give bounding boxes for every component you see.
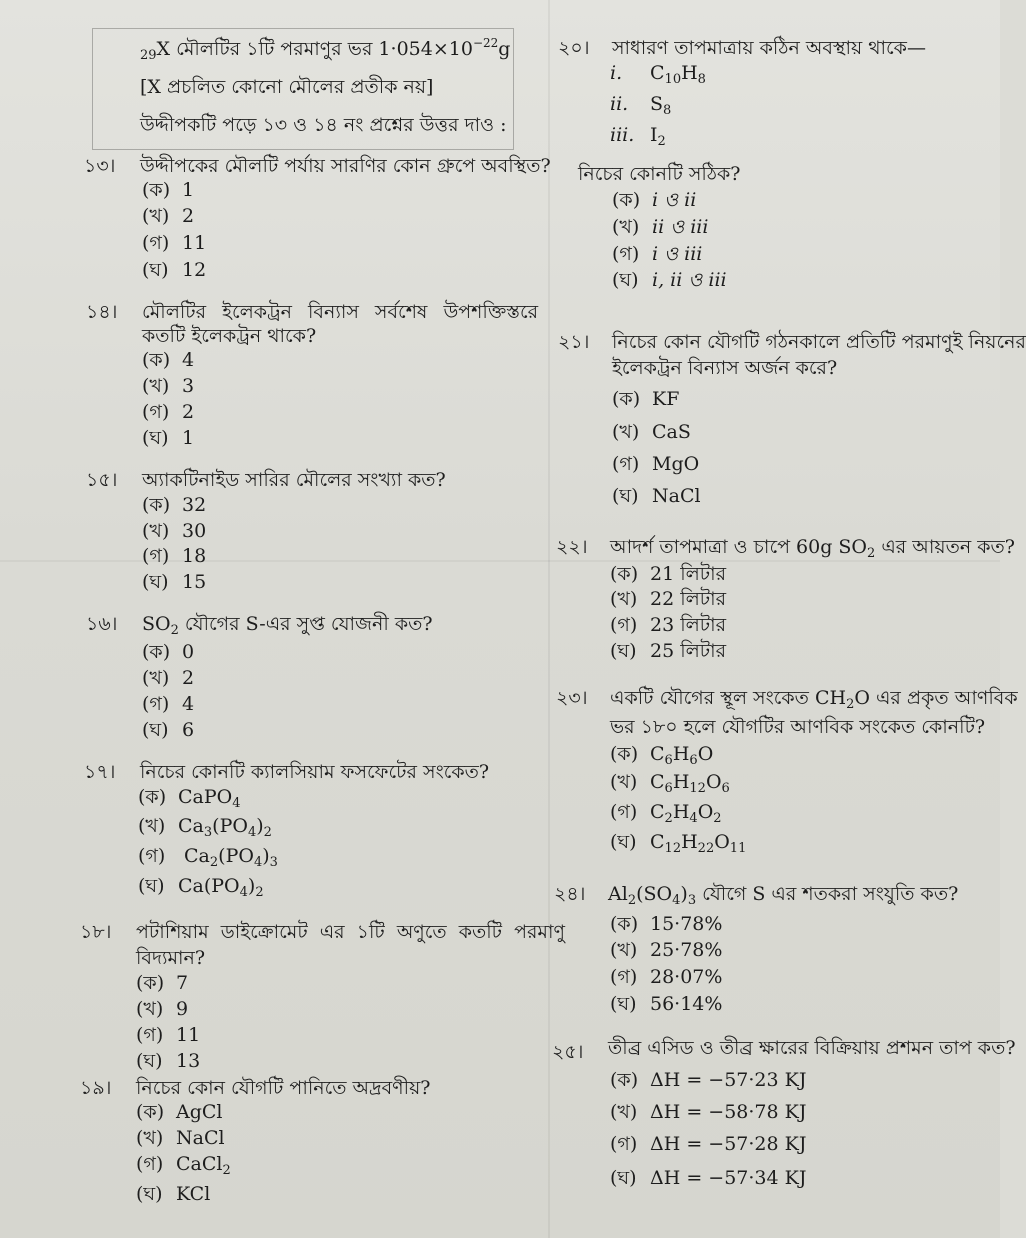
option-value: ΔH = −57·23 KJ xyxy=(650,1069,807,1091)
option-label: (খ) xyxy=(612,216,640,238)
subscript: 2 xyxy=(867,546,876,561)
question-text: মৌলটির ইলেকট্রন বিন্যাস সর্বশেষ উপশক্তিস্তরে xyxy=(142,301,539,323)
option[interactable] xyxy=(612,385,679,417)
question-text-start: একটি যৌগের স্থূল সংকেত CH xyxy=(610,687,847,709)
question-prompt: নিচের কোনটি সঠিক? xyxy=(578,163,741,185)
option-value: KCl xyxy=(176,1183,211,1205)
question-text-rest: যৌগের S-এর সুপ্ত যোজনী কত? xyxy=(178,613,433,635)
option-value: $C_2H_4O_2$ xyxy=(650,801,722,826)
option-label: (খ) xyxy=(142,667,170,689)
option-label: (গ) xyxy=(142,545,170,567)
question-number: ২২। xyxy=(556,536,588,558)
question-text: উদ্দীপকের মৌলটি পর্যায় সারণির কোন গ্রুপে অবস্থিত? xyxy=(140,155,551,177)
question-text: তীব্র এসিড ও তীব্র ক্ষারের বিক্রিয়ায় প্রশমন তাপ কত? xyxy=(608,1037,1016,1059)
subscript: 2 xyxy=(222,1163,231,1178)
option[interactable] xyxy=(138,842,278,874)
option-value: 2 xyxy=(182,667,195,689)
option-label: (ঘ) xyxy=(142,719,169,741)
option-label: (খ) xyxy=(610,939,638,961)
question-number: ১৭। xyxy=(84,761,116,783)
option-value: 0 xyxy=(182,641,195,663)
option-label: (গ) xyxy=(142,401,170,423)
option-label: (খ) xyxy=(142,375,170,397)
option-value: $C_6H_6O$ xyxy=(650,743,714,768)
option[interactable] xyxy=(142,424,194,456)
question-text-cont: বিদ্যমান? xyxy=(136,947,206,969)
option-value: 18 xyxy=(182,545,207,567)
stimulus-text: X মৌলটির ১টি পরমাণুর ভর 1·054×10 xyxy=(156,38,473,60)
stimulus-line-2: [X প্রচলিত কোনো মৌলের প্রতীক নয়] xyxy=(140,76,434,98)
atomic-number: 29 xyxy=(140,48,157,63)
option-label: (খ) xyxy=(136,998,164,1020)
question-text-cont: ভর ১৮০ হলে যৌগটির আণবিক সংকেত কোনটি? xyxy=(610,716,986,738)
option[interactable] xyxy=(610,990,722,1022)
option-value: 12 xyxy=(182,259,207,281)
formula: SO xyxy=(142,613,171,635)
option[interactable] xyxy=(138,872,264,904)
option[interactable] xyxy=(612,450,699,482)
question-text-rest: এর আয়তন কত? xyxy=(875,536,1015,558)
question-text: অ্যাকটিনাইড সারির মৌলের সংখ্যা কত? xyxy=(142,469,446,491)
formula: $Al_2(SO_4)_3$ xyxy=(608,883,697,908)
option[interactable] xyxy=(142,568,206,600)
option[interactable] xyxy=(612,266,727,298)
option-label: (গ) xyxy=(612,243,640,265)
statement-item xyxy=(610,62,706,87)
option-label: (খ) xyxy=(612,421,640,443)
paper-fold-vertical xyxy=(548,0,550,1238)
option[interactable] xyxy=(610,637,726,669)
option-label: (ঘ) xyxy=(138,875,165,897)
option-value: 11 xyxy=(176,1024,201,1046)
option-label: (ঘ) xyxy=(610,831,637,853)
question-text: নিচের কোন যৌগটি গঠনকালে প্রতিটি পরমাণুই নিয়নের xyxy=(612,331,1026,353)
question-text xyxy=(608,880,958,912)
option[interactable] xyxy=(610,1098,806,1130)
option-value: 1 xyxy=(182,179,195,201)
option[interactable] xyxy=(136,1180,210,1212)
question-text: নিচের কোন যৌগটি পানিতে অদ্রবণীয়? xyxy=(136,1077,431,1099)
option-value: $C_6H_{12}O_6$ xyxy=(650,771,730,796)
option-label: (গ) xyxy=(136,1024,164,1046)
option-label: (ক) xyxy=(138,786,167,808)
option-label: (খ) xyxy=(610,771,638,793)
option-value: 25·78% xyxy=(650,939,723,961)
option[interactable] xyxy=(142,256,206,288)
option-label: (ক) xyxy=(136,972,165,994)
option-value: 1 xyxy=(182,427,195,449)
option-value: ii ও iii xyxy=(652,216,709,238)
item-label: iii. xyxy=(610,124,635,146)
option-label: (গ) xyxy=(142,693,170,715)
option-value: i ও iii xyxy=(652,243,703,265)
option-label: (ঘ) xyxy=(610,993,637,1015)
option-label: (ক) xyxy=(612,388,641,410)
question-number: ১৯। xyxy=(80,1077,112,1099)
option-label: (ঘ) xyxy=(142,571,169,593)
option[interactable] xyxy=(610,828,746,860)
option-value: KF xyxy=(652,388,680,410)
option-label: (ঘ) xyxy=(610,640,637,662)
item-label: ii. xyxy=(610,93,629,115)
option-value: $Ca_3(PO_4)_2$ xyxy=(178,815,272,840)
option-label: (ক) xyxy=(142,179,171,201)
option[interactable] xyxy=(612,418,691,450)
subscript: 2 xyxy=(846,697,855,712)
option-value: ΔH = −57·34 KJ xyxy=(650,1167,807,1189)
option-label: (খ) xyxy=(142,520,170,542)
item-formula: $C_{10}H_8$ xyxy=(650,62,706,87)
option-value: 15·78% xyxy=(650,913,723,935)
option-value: i, ii ও iii xyxy=(652,269,727,291)
question-text-cont: ইলেকট্রন বিন্যাস অর্জন করে? xyxy=(612,357,838,379)
option-value: 23 লিটার xyxy=(650,614,727,636)
option-label: (ঘ) xyxy=(136,1050,163,1072)
question-text xyxy=(610,684,1018,716)
statement-item xyxy=(610,93,671,118)
option-value: 25 লিটার xyxy=(650,640,727,662)
option[interactable] xyxy=(612,482,701,514)
question-number: ২০। xyxy=(558,37,590,59)
item-formula: $S_8$ xyxy=(650,93,672,118)
option-value: 32 xyxy=(182,494,207,516)
option[interactable] xyxy=(610,1130,806,1162)
option-value: $Ca(PO_4)_2$ xyxy=(178,875,264,900)
option-value: 15 xyxy=(182,571,207,593)
option-value: 4 xyxy=(182,693,195,715)
exponent: −22 xyxy=(472,36,499,50)
option-label: (গ) xyxy=(142,232,170,254)
option-label: (গ) xyxy=(610,966,638,988)
option-label: (ঘ) xyxy=(136,1183,163,1205)
option-value: ΔH = −57·28 KJ xyxy=(650,1133,807,1155)
question-number: ১৪। xyxy=(86,301,118,323)
option-label: (গ) xyxy=(610,1133,638,1155)
option-label: (ক) xyxy=(610,563,639,585)
option-value: CaS xyxy=(652,421,691,443)
option-label: (ক) xyxy=(142,494,171,516)
option-value: i ও ii xyxy=(652,189,697,211)
option-label: (খ) xyxy=(610,588,638,610)
question-number: ২১। xyxy=(558,331,590,353)
option-value: AgCl xyxy=(176,1101,223,1123)
question-text: নিচের কোনটি ক্যালসিয়াম ফসফেটের সংকেত? xyxy=(140,761,490,783)
item-formula: $I_2$ xyxy=(650,124,666,149)
option-value: 4 xyxy=(182,349,195,371)
option-value: ΔH = −58·78 KJ xyxy=(650,1101,807,1123)
question-text: সাধারণ তাপমাত্রায় কঠিন অবস্থায় থাকে— xyxy=(612,37,926,59)
stimulus-line-1 xyxy=(140,36,510,64)
question-number: ১৬। xyxy=(86,613,118,635)
item-label: i. xyxy=(610,62,623,84)
option[interactable] xyxy=(610,1066,806,1098)
option-label: (গ) xyxy=(610,801,638,823)
stimulus-line-3: উদ্দীপকটি পড়ে ১৩ ও ১৪ নং প্রশ্নের উত্তর দাও : xyxy=(140,114,507,136)
option-label: (ক) xyxy=(610,913,639,935)
option-label: (ঘ) xyxy=(142,259,169,281)
option[interactable] xyxy=(138,783,241,815)
question-number: ১৩। xyxy=(84,155,116,177)
option-label: (গ) xyxy=(612,453,640,475)
question-number: ১৫। xyxy=(86,469,118,491)
question-text-start: আদর্শ তাপমাত্রা ও চাপে 60g SO xyxy=(610,536,867,558)
option-label: (ক) xyxy=(612,189,641,211)
option-label: (খ) xyxy=(138,815,166,837)
option-label: (ক) xyxy=(610,743,639,765)
option-label: (ক) xyxy=(142,641,171,663)
option[interactable] xyxy=(610,1164,806,1196)
option-value: NaCl xyxy=(652,485,701,507)
option-label: (ঘ) xyxy=(610,1167,637,1189)
option-value: NaCl xyxy=(176,1127,225,1149)
option-label: (গ) xyxy=(136,1153,164,1175)
option-value: $C_{12}H_{22}O_{11}$ xyxy=(650,831,747,856)
option-label: (গ) xyxy=(610,614,638,636)
option-label: (ঘ) xyxy=(612,269,639,291)
option-value: 9 xyxy=(176,998,189,1020)
option-label: (খ) xyxy=(610,1101,638,1123)
option-label: (ক) xyxy=(610,1069,639,1091)
question-text: পটাশিয়াম ডাইক্রোমেট এর ১টি অণুতে কতটি পরমাণু xyxy=(136,921,565,943)
question-text-rest: যৌগে S এর শতকরা সংযুতি কত? xyxy=(696,883,959,905)
option-value: 2 xyxy=(182,205,195,227)
option-value: 3 xyxy=(182,375,195,397)
option-value: 6 xyxy=(182,719,195,741)
option-label: (ক) xyxy=(136,1101,165,1123)
subscript: 2 xyxy=(170,623,179,638)
option-value: 11 xyxy=(182,232,207,254)
question-number: ১৮। xyxy=(80,921,112,943)
option[interactable] xyxy=(610,798,722,830)
option-value: CaPO$_4$ xyxy=(178,786,241,811)
option-value: 21 লিটার xyxy=(650,563,727,585)
option[interactable] xyxy=(136,1150,231,1182)
question-number: ২৫। xyxy=(552,1041,584,1063)
option-label: (ঘ) xyxy=(142,427,169,449)
question-text-rest: O এর প্রকৃত আণবিক xyxy=(854,687,1018,709)
option-label: (খ) xyxy=(142,205,170,227)
option[interactable] xyxy=(138,812,272,844)
option-value: 22 লিটার xyxy=(650,588,727,610)
question-number: ২৩। xyxy=(556,687,588,709)
option-label: (খ) xyxy=(136,1127,164,1149)
option-label: (গ) xyxy=(138,845,166,867)
option-label: (ঘ) xyxy=(612,485,639,507)
option[interactable] xyxy=(610,768,730,800)
question-text-cont: কতটি ইলেকট্রন থাকে? xyxy=(142,325,317,347)
option-value: CaCl xyxy=(176,1153,223,1175)
option-value: MgO xyxy=(652,453,700,475)
option-value: 28·07% xyxy=(650,966,723,988)
unit: g xyxy=(498,38,511,60)
option-value: 2 xyxy=(182,401,195,423)
option-value: 13 xyxy=(176,1050,201,1072)
option-value: 30 xyxy=(182,520,207,542)
option-value: 7 xyxy=(176,972,189,994)
statement-item xyxy=(610,124,666,149)
option[interactable] xyxy=(142,716,194,748)
option-label: (ক) xyxy=(142,349,171,371)
option-value: $Ca_2(PO_4)_3$ xyxy=(184,845,278,870)
option-value: 56·14% xyxy=(650,993,723,1015)
question-number: ২৪। xyxy=(554,883,586,905)
